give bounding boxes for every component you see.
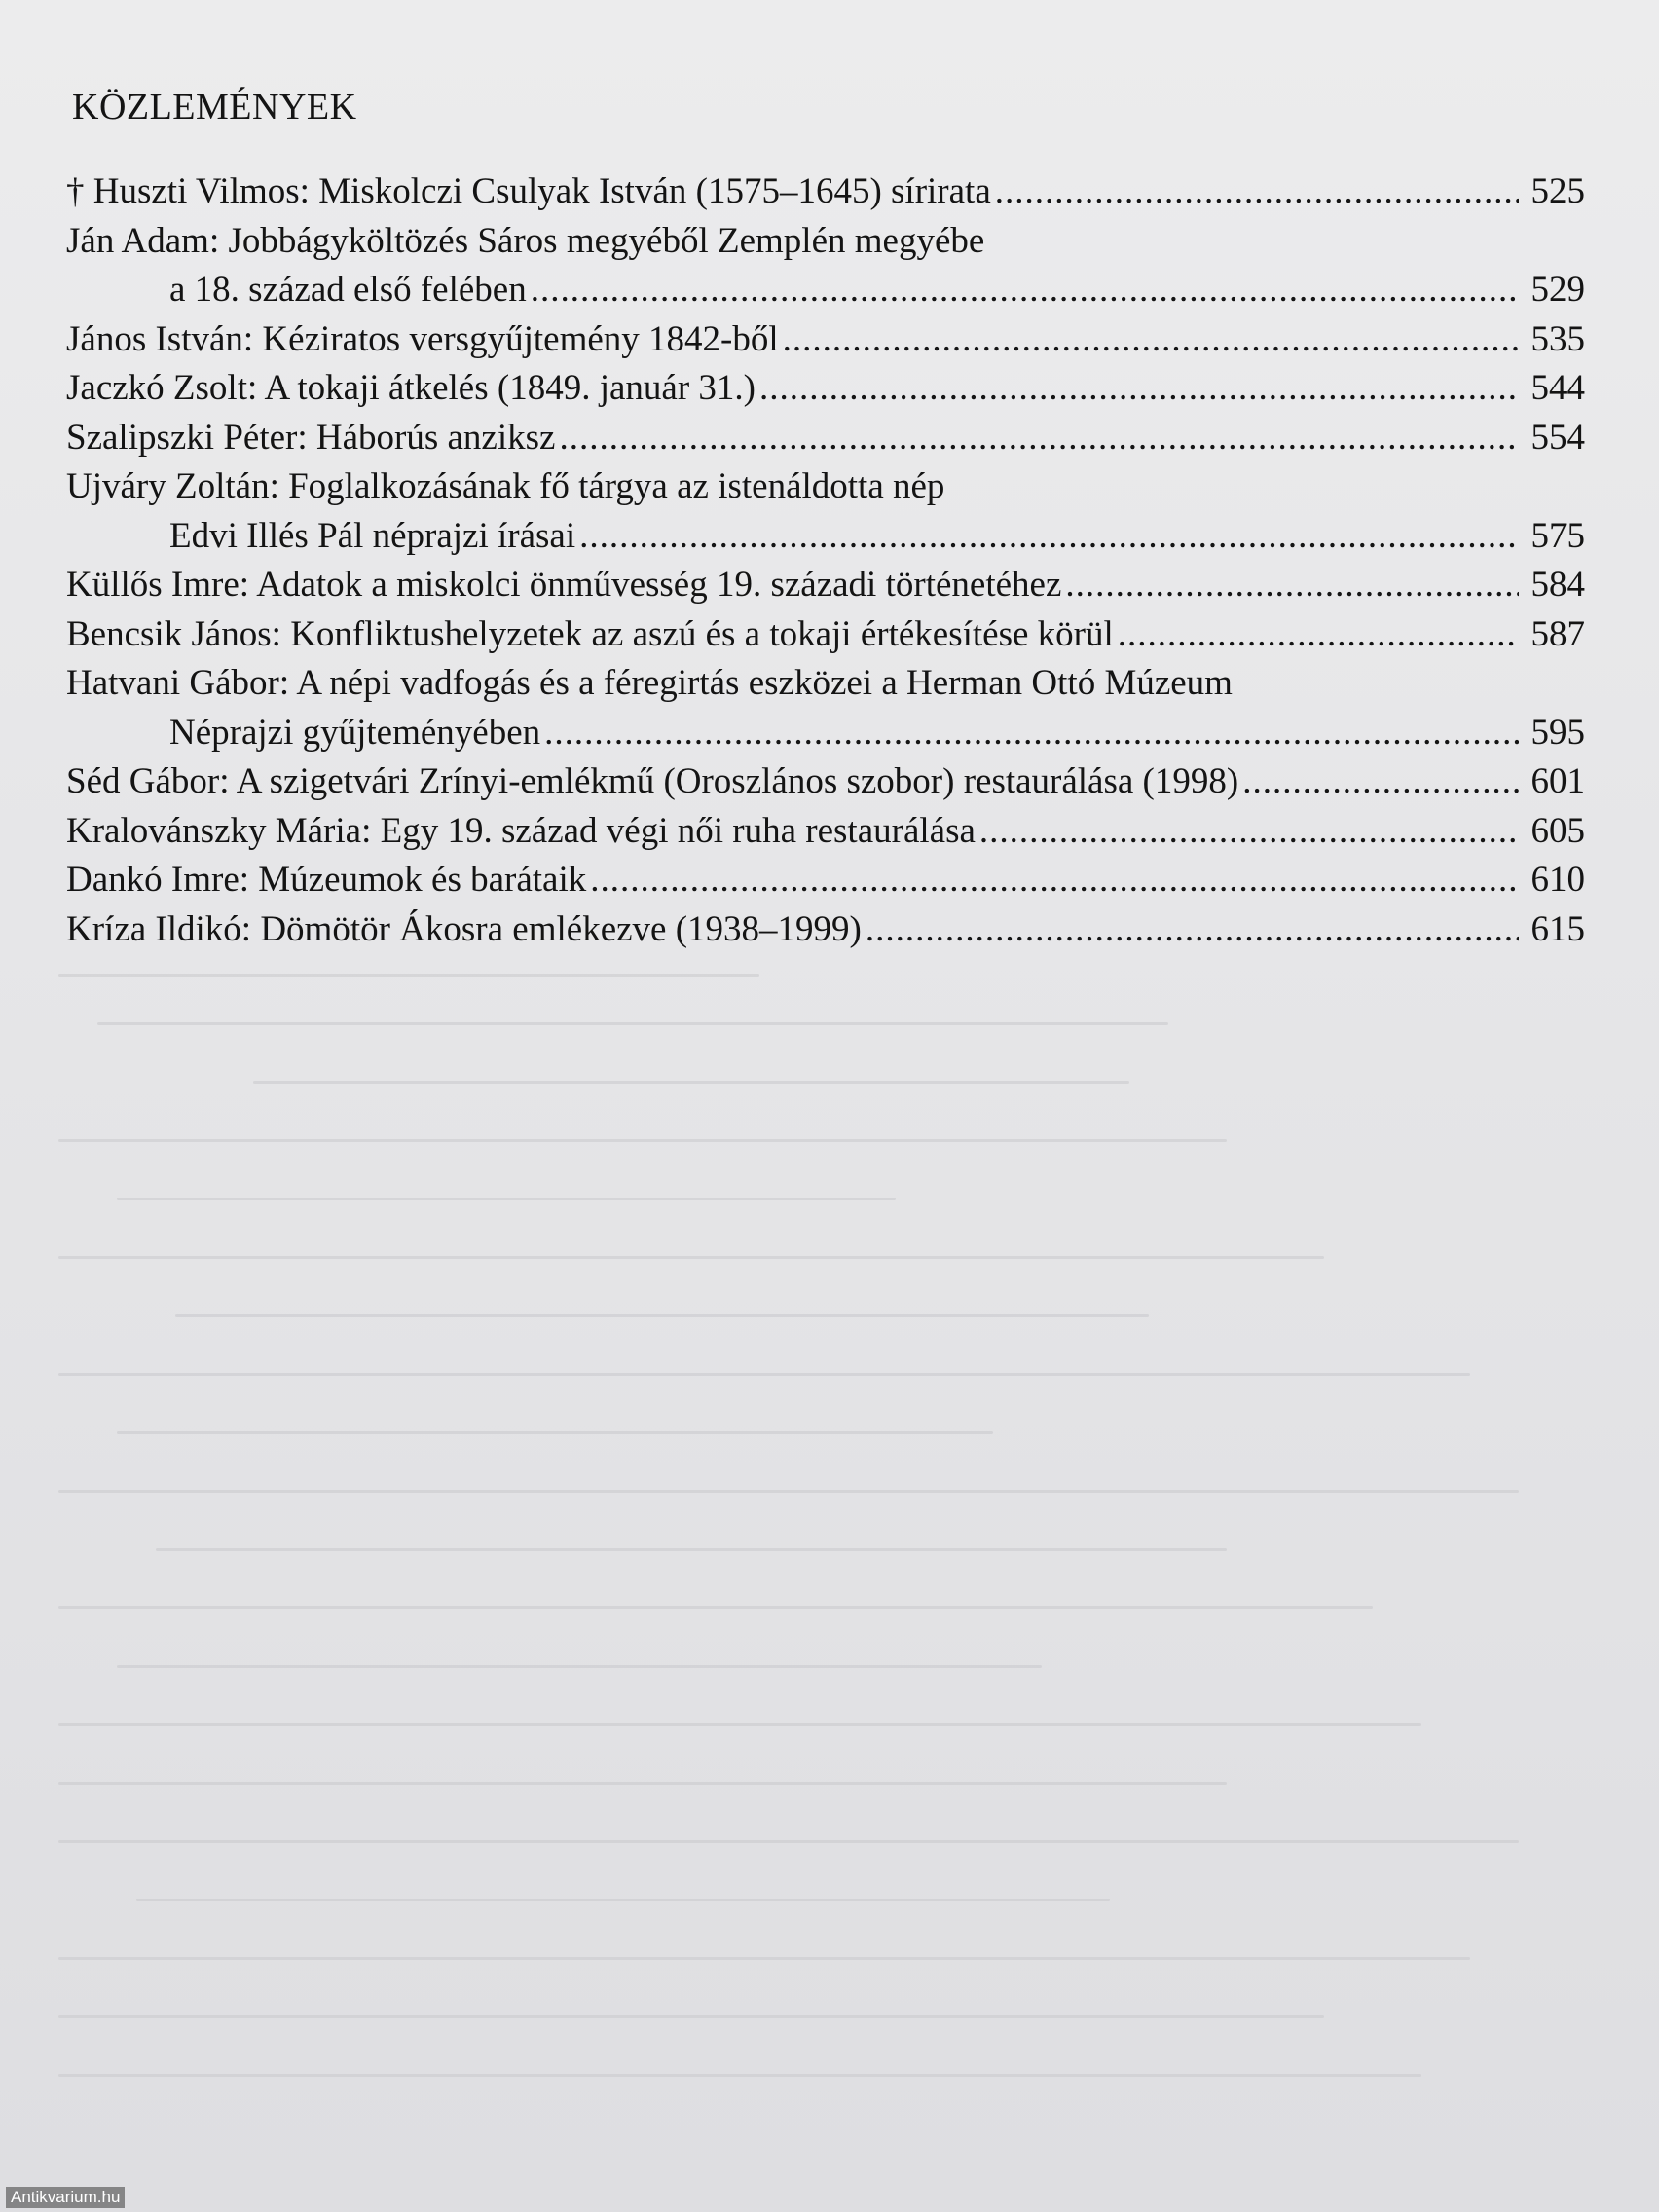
dot-leader [579, 512, 1519, 562]
toc-entry[interactable] [66, 856, 1585, 905]
dot-leader [559, 414, 1519, 463]
entry-title: † Huszti Vilmos: Miskolczi Csulyak István (1575–1645) sírirata [66, 171, 991, 211]
dot-leader [544, 709, 1519, 758]
page-number: 584 [1530, 565, 1585, 605]
toc-entry[interactable] [66, 561, 1585, 610]
toc-entry[interactable] [66, 217, 1585, 315]
entry-title: Hatvani Gábor: A népi vadfogás és a féregirtás eszközei a Herman Ottó Múzeum [66, 663, 1233, 703]
page-number: 605 [1530, 810, 1585, 851]
page-number: 525 [1530, 171, 1585, 211]
page-number: 610 [1530, 860, 1585, 900]
toc-entry[interactable] [66, 807, 1585, 857]
dot-leader [866, 905, 1519, 955]
page-number: 595 [1530, 712, 1585, 753]
entry-title: Bencsik János: Konfliktushelyzetek az aszú és a tokaji értékesítése körül [66, 613, 1114, 654]
toc-entry[interactable] [66, 757, 1585, 807]
entry-title: Küllős Imre: Adatok a miskolci önművesség 19. századi történetéhez [66, 565, 1062, 605]
page-number: 544 [1530, 368, 1585, 408]
table-of-contents [66, 167, 1585, 954]
entry-title: Kralovánszky Mária: Egy 19. század végi női ruha restaurálása [66, 810, 976, 851]
section-title: KÖZLEMÉNYEK [72, 87, 357, 128]
toc-entry[interactable] [66, 364, 1585, 414]
page-number: 587 [1530, 613, 1585, 654]
dot-leader [590, 856, 1519, 905]
page-number: 575 [1530, 515, 1585, 556]
page-number: 535 [1530, 318, 1585, 359]
dot-leader [995, 167, 1519, 217]
dot-leader [1242, 757, 1519, 807]
page-number: 529 [1530, 270, 1585, 310]
dot-leader [979, 807, 1519, 857]
show-through-background [58, 974, 1597, 2142]
page-number: 615 [1530, 908, 1585, 949]
entry-title: Séd Gábor: A szigetvári Zrínyi-emlékmű (Oroszlános szobor) restaurálása (1998) [66, 761, 1239, 801]
entry-title-continuation: Néprajzi gyűjteményében [169, 712, 541, 753]
dot-leader [531, 266, 1519, 315]
entry-title: Kríza Ildikó: Dömötör Ákosra emlékezve (1938–1999) [66, 908, 862, 949]
toc-entry[interactable] [66, 610, 1585, 660]
entry-title: Ján Adam: Jobbágyköltözés Sáros megyéből Zemplén megyébe [66, 220, 985, 261]
toc-entry[interactable] [66, 659, 1585, 757]
entry-title-continuation: Edvi Illés Pál néprajzi írásai [169, 515, 576, 556]
toc-entry[interactable] [66, 905, 1585, 955]
entry-title: Ujváry Zoltán: Foglalkozásának fő tárgya az istenáldotta nép [66, 466, 945, 506]
toc-entry[interactable] [66, 315, 1585, 365]
page-number: 601 [1530, 761, 1585, 801]
entry-title-continuation: a 18. század első felében [169, 270, 527, 310]
toc-entry[interactable] [66, 414, 1585, 463]
watermark-label: Antikvarium.hu [6, 2187, 125, 2208]
dot-leader [783, 315, 1519, 365]
dot-leader [759, 364, 1519, 414]
dot-leader [1065, 561, 1519, 610]
entry-title: Szalipszki Péter: Háborús anziksz [66, 417, 556, 458]
dot-leader [1118, 610, 1519, 660]
page-number: 554 [1530, 417, 1585, 458]
entry-title: Jaczkó Zsolt: A tokaji átkelés (1849. január 31.) [66, 368, 756, 408]
toc-entry[interactable] [66, 462, 1585, 561]
entry-title: János István: Kéziratos versgyűjtemény 1842-ből [66, 318, 779, 359]
entry-title: Dankó Imre: Múzeumok és barátaik [66, 860, 587, 900]
toc-entry[interactable] [66, 167, 1585, 217]
